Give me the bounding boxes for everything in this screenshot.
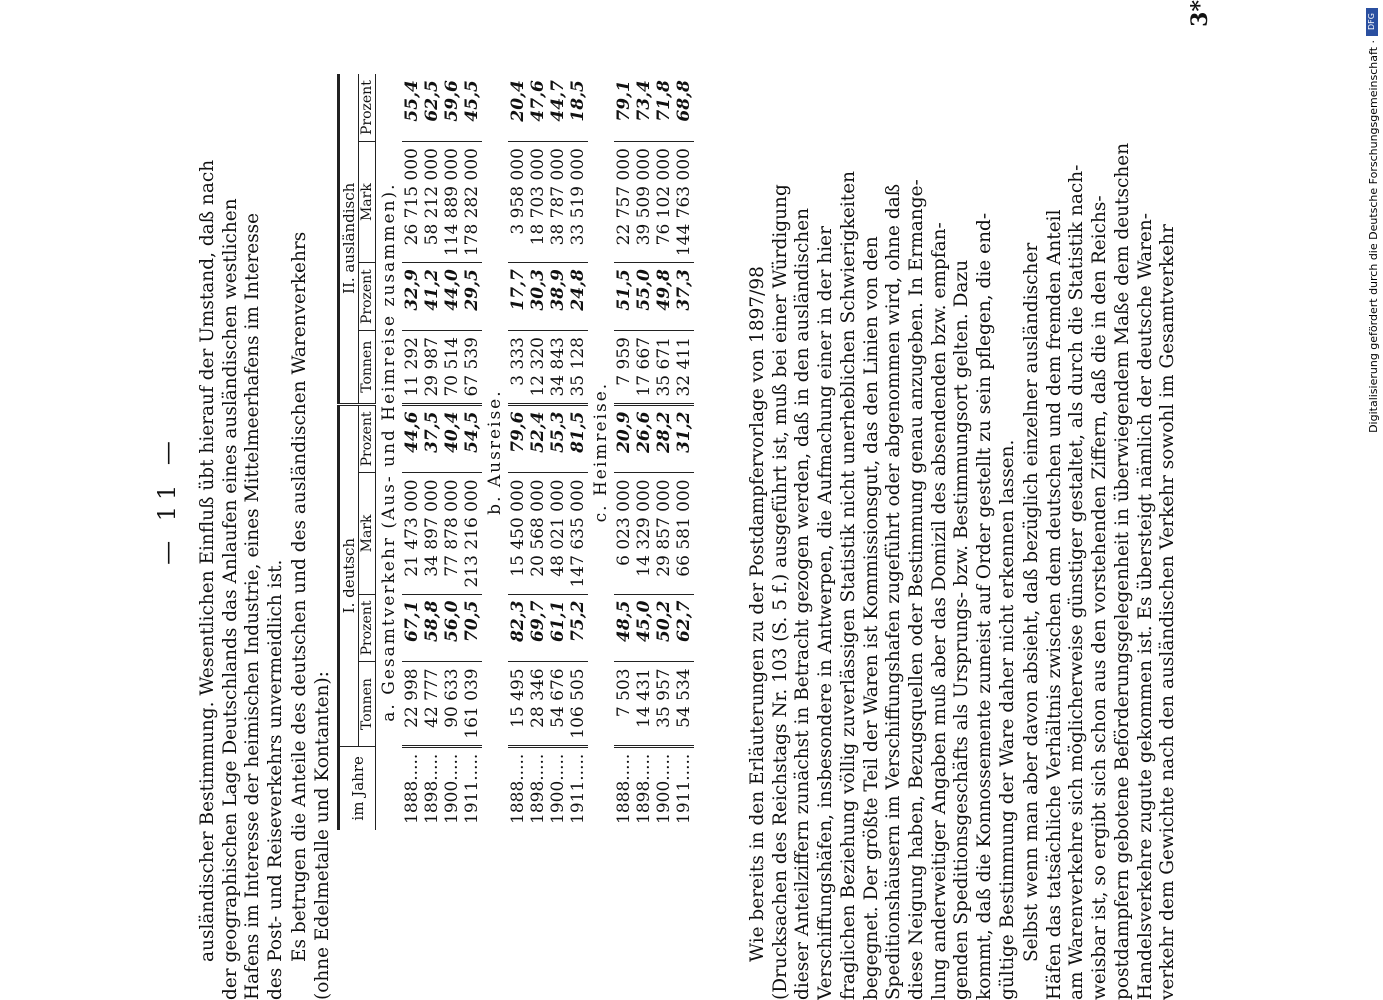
- value-cell: 41,2: [422, 263, 442, 331]
- dfg-logo: DFG: [1366, 8, 1378, 36]
- value-cell: 44,0: [442, 263, 462, 331]
- value-cell: 35 671: [654, 331, 674, 404]
- group-header-german: I. deutsch: [339, 404, 359, 746]
- value-cell: 15 450 000: [508, 473, 528, 594]
- value-cell: 62,5: [422, 74, 442, 141]
- value-cell: 14 329 000: [634, 473, 654, 594]
- page-number-header: — 11 —: [153, 435, 181, 565]
- table-row: [568, 74, 588, 830]
- value-cell: 38,9: [548, 263, 568, 331]
- value-cell: 39 509 000: [634, 142, 654, 263]
- trade-share-table: [337, 74, 694, 830]
- table-row: [654, 74, 674, 830]
- value-cell: 76 102 000: [654, 142, 674, 263]
- value-cell: 44,6: [402, 404, 422, 473]
- value-cell: 28,2: [654, 404, 674, 473]
- value-cell: 14 431: [634, 662, 654, 746]
- text-line: dieser Anteilziffern zunächst in Betracht gezogen werden, daß in den ausländischen: [792, 207, 814, 1000]
- value-cell: 48,5: [614, 594, 634, 662]
- value-cell: 213 216 000: [462, 473, 482, 594]
- column-subheader: Prozent: [359, 404, 376, 473]
- text-line: Wie bereits in den Erläuterungen zu der Postdampfervorlage von 1897/98: [747, 266, 768, 962]
- value-cell: 29 987: [422, 331, 442, 404]
- value-cell: 40,4: [442, 404, 462, 473]
- text-line: der geographischen Lage Deutschlands das Anlaufen eines ausländischen westlichen: [219, 198, 241, 1000]
- section-title: a. Gesamtverkehr (Aus- und Heimreise zusammen).: [379, 182, 399, 722]
- value-cell: 178 282 000: [462, 142, 482, 263]
- value-cell: 17,7: [508, 263, 528, 331]
- value-cell: 55,4: [402, 74, 422, 141]
- value-cell: 55,3: [548, 404, 568, 473]
- text-line: weisbar ist, so ergibt sich schon aus den vorstehenden Ziffern, daß die in den Reichs-: [1089, 195, 1111, 1000]
- value-cell: 69,7: [528, 594, 548, 662]
- year-cell: 1900.....: [548, 753, 568, 824]
- value-cell: 32,9: [402, 263, 422, 331]
- table-header-row: [339, 74, 359, 830]
- section-title: c. Heimreise.: [591, 381, 611, 523]
- value-cell: 81,5: [568, 404, 588, 473]
- value-cell: 24,8: [568, 263, 588, 331]
- year-cell: 1911.....: [674, 753, 694, 824]
- table-section-row: [588, 74, 614, 830]
- signature-mark: 3*: [1187, 0, 1213, 27]
- year-cell: 1888.....: [402, 753, 422, 824]
- text-line: verkehr dem Gewichte nach den ausländischen Verkehr sowohl im Gesamtverkehr: [1157, 224, 1179, 1000]
- value-cell: 22 757 000: [614, 142, 634, 263]
- column-subheader: Tonnen: [359, 331, 376, 404]
- table-row: [614, 74, 634, 830]
- text-line: fraglichen Beziehung völlig zuverlässigen Statistik nicht unerheblichen Schwierigkeiten: [837, 170, 859, 1000]
- table-subheader-row: [359, 74, 376, 830]
- value-cell: 77 878 000: [442, 473, 462, 594]
- paragraph-explanation: [747, 0, 1019, 1000]
- table-row: [422, 74, 442, 830]
- table-row: [462, 74, 482, 830]
- value-cell: 3 958 000: [508, 142, 528, 263]
- value-cell: 37,3: [674, 263, 694, 331]
- scanned-page: [137, 0, 1247, 1000]
- year-cell: 1898.....: [422, 753, 442, 824]
- value-cell: 61,1: [548, 594, 568, 662]
- value-cell: 55,0: [634, 263, 654, 331]
- table-section-row: [482, 74, 508, 830]
- year-cell: 1898.....: [634, 753, 654, 824]
- text-line: Häfen das tatsächliche Verhältnis zwischen dem deutschen und dem fremden Anteil: [1043, 209, 1065, 1000]
- paragraph-intro: [197, 0, 288, 1000]
- value-cell: 33 519 000: [568, 142, 588, 263]
- value-cell: 54 676: [548, 662, 568, 746]
- table-row: [528, 74, 548, 830]
- value-cell: 37,5: [422, 404, 442, 473]
- value-cell: 58 212 000: [422, 142, 442, 263]
- value-cell: 79,6: [508, 404, 528, 473]
- value-cell: 62,7: [674, 594, 694, 662]
- text-line: kommt, daß die Konnossemente zumeist auf Order gestellt zu sein pflegen, die end-: [974, 212, 996, 1000]
- text-line: diese Neigung haben, Bezugsquellen oder Bestimmung genau anzugeben. In Ermange-: [905, 179, 927, 1000]
- value-cell: 144 763 000: [674, 142, 694, 263]
- table-row: [548, 74, 568, 830]
- value-cell: 11 292: [402, 331, 422, 404]
- value-cell: 45,0: [634, 594, 654, 662]
- column-subheader: Prozent: [359, 74, 376, 141]
- text-line: lung anderweitiger Angaben muß aber das Domizil des absendenden bzw. empfan-: [928, 222, 950, 1000]
- year-cell: 1911.....: [568, 753, 588, 824]
- column-subheader: Tonnen: [359, 662, 376, 746]
- year-cell: 1900.....: [442, 753, 462, 824]
- value-cell: 68,8: [674, 74, 694, 141]
- table-row: [402, 74, 422, 830]
- column-subheader: Prozent: [359, 594, 376, 662]
- text-line: (Drucksachen des Reichstags Nr. 103 (S. 5 f.) ausgeführt ist, muß bei einer Würdigung: [769, 184, 791, 1000]
- value-cell: 34 897 000: [422, 473, 442, 594]
- value-cell: 12 320: [528, 331, 548, 404]
- text-line: Es betrugen die Anteile des deutschen und des ausländischen Warenverkehrs: [289, 231, 310, 962]
- value-cell: 34 843: [548, 331, 568, 404]
- value-cell: 48 021 000: [548, 473, 568, 594]
- value-cell: 47,6: [528, 74, 548, 141]
- column-subheader: Mark: [359, 473, 376, 594]
- value-cell: 52,4: [528, 404, 548, 473]
- value-cell: 67 539: [462, 331, 482, 404]
- table-row: [508, 74, 528, 830]
- table-row: [634, 74, 654, 830]
- value-cell: 82,3: [508, 594, 528, 662]
- value-cell: 54 534: [674, 662, 694, 746]
- value-cell: 32 411: [674, 331, 694, 404]
- year-cell: 1911.....: [462, 753, 482, 824]
- text-line: Verschiffungshäfen, insbesondere in Antwerpen, die Aufmachung einer in der hier: [815, 226, 837, 1000]
- text-line: des Post- und Reiseverkehrs unvermeidlich ist.: [265, 559, 287, 1000]
- value-cell: 26,6: [634, 404, 654, 473]
- value-cell: 20 568 000: [528, 473, 548, 594]
- value-cell: 66 581 000: [674, 473, 694, 594]
- year-cell: 1888.....: [614, 753, 634, 824]
- value-cell: 30,3: [528, 263, 548, 331]
- value-cell: 35 128: [568, 331, 588, 404]
- value-cell: 17 667: [634, 331, 654, 404]
- section-title: b. Ausreise.: [485, 389, 505, 515]
- value-cell: 58,8: [422, 594, 442, 662]
- year-cell: 1898.....: [528, 753, 548, 824]
- digitization-credit: Digitalisierung gefördert durch die Deutsche Forschungsgemeinschaft ·: [1367, 40, 1380, 433]
- text-line: am Warenverkehre sich möglicherweise günstiger gestaltet, als durch die Statistik nach-: [1066, 164, 1088, 1000]
- value-cell: 29 857 000: [654, 473, 674, 594]
- paragraph-conclusion: [1021, 0, 1180, 1000]
- value-cell: 79,1: [614, 74, 634, 141]
- value-cell: 51,5: [614, 263, 634, 331]
- value-cell: 18,5: [568, 74, 588, 141]
- value-cell: 73,4: [634, 74, 654, 141]
- year-column-header: im Jahre: [339, 746, 376, 830]
- value-cell: 6 023 000: [614, 473, 634, 594]
- value-cell: 49,8: [654, 263, 674, 331]
- value-cell: 161 039: [462, 662, 482, 746]
- text-line: Speditionshäusern im Verschiffungshafen zugeführt oder abgenommen wird, ohne daß: [883, 183, 905, 1000]
- text-line: gültige Bestimmung der Ware daher nicht erkennen lassen.: [996, 439, 1018, 1000]
- value-cell: 75,2: [568, 594, 588, 662]
- value-cell: 20,9: [614, 404, 634, 473]
- year-cell: 1900.....: [654, 753, 674, 824]
- value-cell: 15 495: [508, 662, 528, 746]
- value-cell: 7 503: [614, 662, 634, 746]
- value-cell: 56,0: [442, 594, 462, 662]
- value-cell: 7 959: [614, 331, 634, 404]
- value-cell: 45,5: [462, 74, 482, 141]
- table-row: [674, 74, 694, 830]
- value-cell: 38 787 000: [548, 142, 568, 263]
- value-cell: 31,2: [674, 404, 694, 473]
- value-cell: 26 715 000: [402, 142, 422, 263]
- value-cell: 67,1: [402, 594, 422, 662]
- group-header-foreign: II. ausländisch: [339, 74, 359, 404]
- value-cell: 28 346: [528, 662, 548, 746]
- value-cell: 18 703 000: [528, 142, 548, 263]
- value-cell: 22 998: [402, 662, 422, 746]
- value-cell: 20,4: [508, 74, 528, 141]
- value-cell: 35 957: [654, 662, 674, 746]
- text-line: genden Speditionsgeschäfts als Ursprungs- bzw. Bestimmungsort gelten. Dazu: [951, 259, 973, 1000]
- value-cell: 70,5: [462, 594, 482, 662]
- value-cell: 44,7: [548, 74, 568, 141]
- value-cell: 42 777: [422, 662, 442, 746]
- value-cell: 3 333: [508, 331, 528, 404]
- table-row: [442, 74, 462, 830]
- text-line: begegnet. Der größte Teil der Waren ist Kommissionsgut, das den Linien von den: [860, 236, 882, 1000]
- text-line: ausländischer Bestimmung. Wesentlichen Einfluß übt hierauf der Umstand, daß nach: [197, 159, 218, 962]
- value-cell: 59,6: [442, 74, 462, 141]
- value-cell: 90 633: [442, 662, 462, 746]
- table-section-row: [376, 74, 403, 830]
- value-cell: 114 889 000: [442, 142, 462, 263]
- year-cell: 1888.....: [508, 753, 528, 824]
- value-cell: 71,8: [654, 74, 674, 141]
- text-line: Handelsverkehre zugute gekommen ist. Es übersteigt nämlich der deutsche Waren-: [1134, 212, 1156, 1000]
- value-cell: 106 505: [568, 662, 588, 746]
- column-subheader: Mark: [359, 142, 376, 263]
- text-line: (ohne Edelmetalle und Kontanten):: [311, 671, 333, 1000]
- text-line: postdampfern gebotene Beförderungsgelegenheit in überwiegendem Maße dem deutschen: [1111, 142, 1133, 1000]
- value-cell: 29,5: [462, 263, 482, 331]
- value-cell: 21 473 000: [402, 473, 422, 594]
- value-cell: 70 514: [442, 331, 462, 404]
- text-line: Hafens im Interesse der heimischen Industrie, eines Mittelmeerhafens im Interesse: [242, 212, 264, 1000]
- paragraph-shares: [289, 0, 334, 1000]
- text-line: Selbst wenn man aber davon absieht, daß bezüglich einzelner ausländischer: [1021, 242, 1042, 962]
- value-cell: 54,5: [462, 404, 482, 473]
- column-subheader: Prozent: [359, 263, 376, 331]
- value-cell: 50,2: [654, 594, 674, 662]
- value-cell: 147 635 000: [568, 473, 588, 594]
